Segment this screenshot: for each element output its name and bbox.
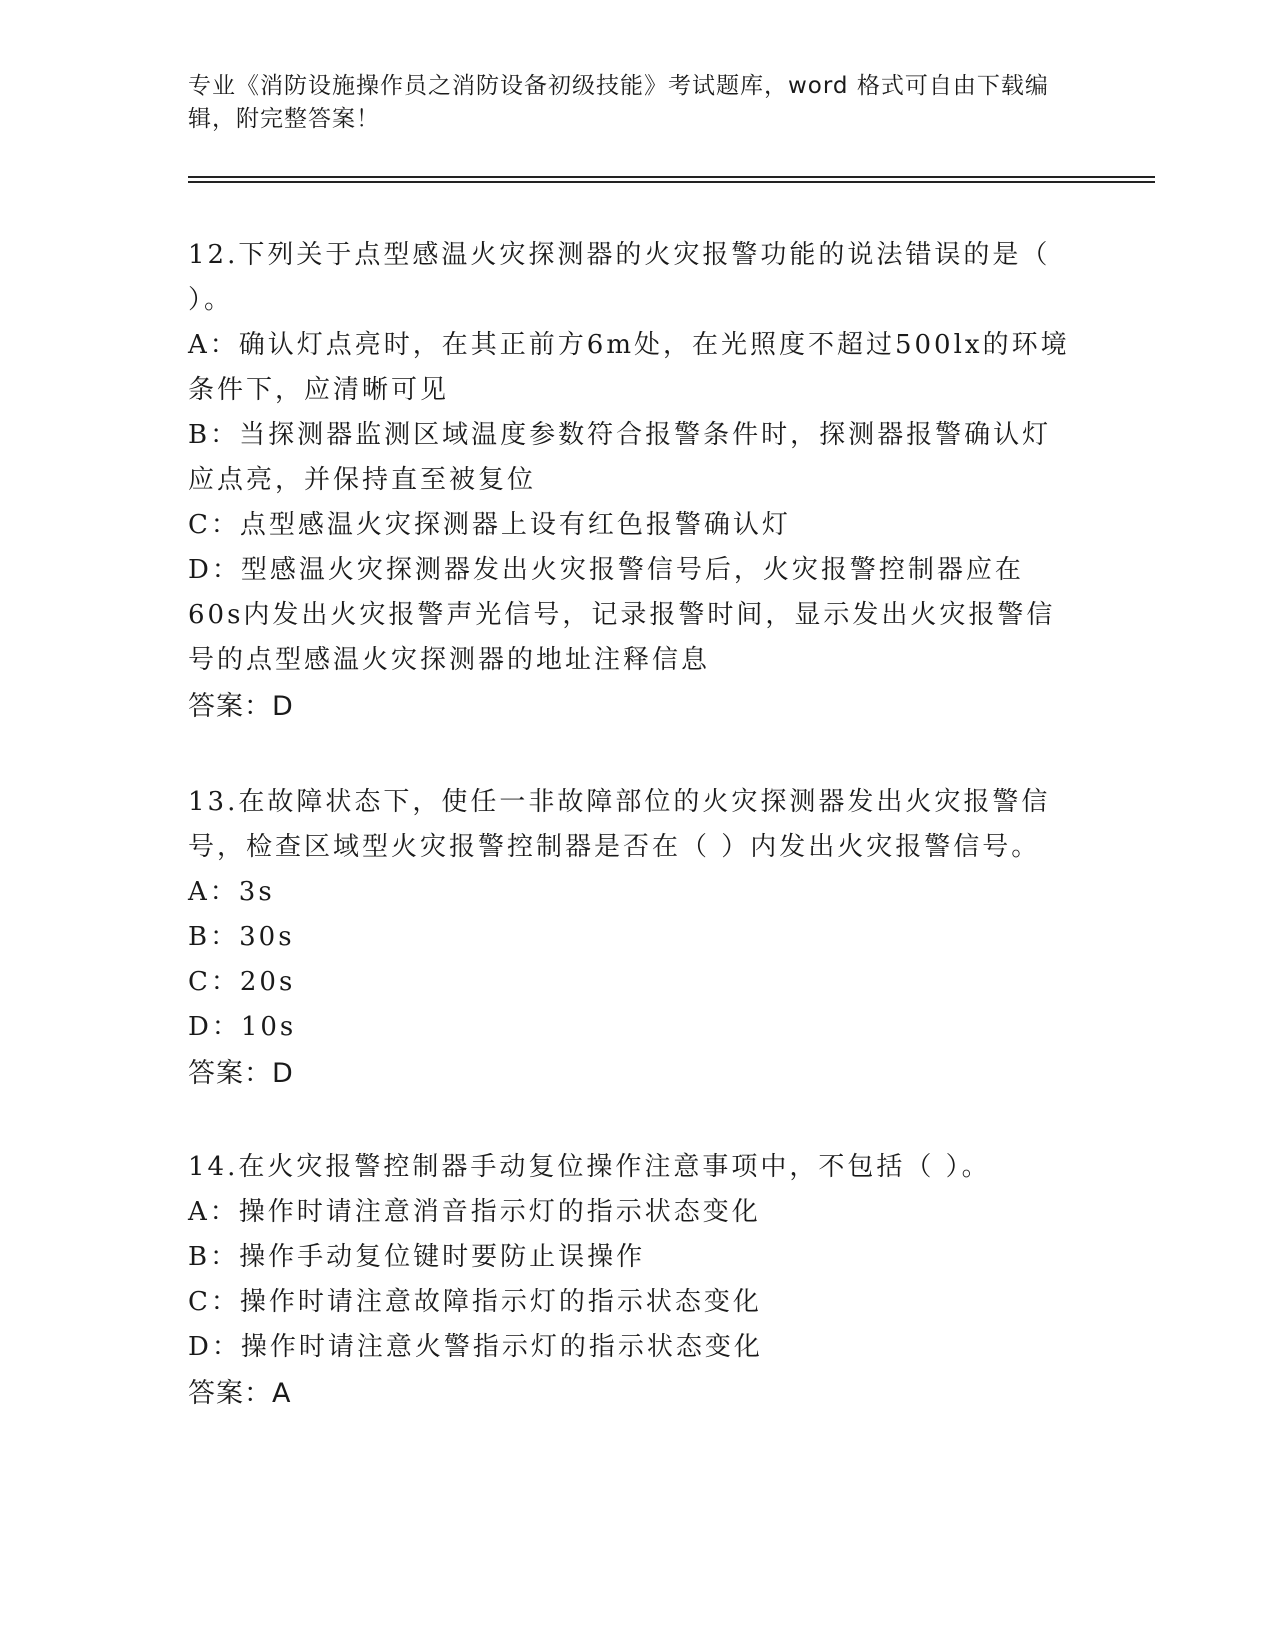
option-c: C：操作时请注意故障指示灯的指示状态变化	[188, 1287, 762, 1317]
option-c: C：点型感温火灾探测器上设有红色报警确认灯	[188, 510, 791, 540]
option-a: A：操作时请注意消音指示灯的指示状态变化	[188, 1197, 761, 1227]
question-13	[188, 780, 1073, 1123]
document-header: 专业《消防设施操作员之消防设备初级技能》考试题库，word 格式可自由下载编辑，附完整答案！	[188, 73, 1049, 132]
answer-label: 答案：A	[188, 1378, 292, 1409]
answer-label: 答案：D	[188, 691, 294, 722]
option-d: D：操作时请注意火警指示灯的指示状态变化	[188, 1332, 763, 1362]
header-divider-top	[188, 176, 1155, 178]
option-b: B：操作手动复位键时要防止误操作	[188, 1242, 646, 1272]
question-12	[188, 233, 1073, 756]
question-stem: 12.下列关于点型感温火灾探测器的火灾报警功能的说法错误的是（ ）。	[188, 240, 1051, 315]
answer-label: 答案：D	[188, 1058, 294, 1089]
header-divider-bottom	[188, 181, 1155, 183]
option-d: D：型感温火灾探测器发出火灾报警信号后，火灾报警控制器应在60s内发出火灾报警声光信号，记录报警时间，显示发出火灾报警信号的点型感温火灾探测器的地址注释信息	[188, 555, 1056, 675]
question-stem: 13.在故障状态下，使任一非故障部位的火灾探测器发出火灾报警信号，检查区域型火灾报警控制器是否在（ ）内发出火灾报警信号。	[188, 787, 1051, 862]
option-b: B：30s	[188, 922, 295, 952]
question-14	[188, 1145, 1073, 1443]
option-a: A：确认灯点亮时，在其正前方6m处，在光照度不超过500lx的环境条件下，应清晰可见	[188, 330, 1070, 405]
option-c: C：20s	[188, 967, 296, 997]
option-b: B：当探测器监测区域温度参数符合报警条件时，探测器报警确认灯应点亮，并保持直至被复位	[188, 420, 1052, 495]
option-d: D：10s	[188, 1012, 297, 1042]
question-stem: 14.在火灾报警控制器手动复位操作注意事项中，不包括（ ）。	[188, 1152, 991, 1182]
option-a: A：3s	[188, 877, 275, 907]
